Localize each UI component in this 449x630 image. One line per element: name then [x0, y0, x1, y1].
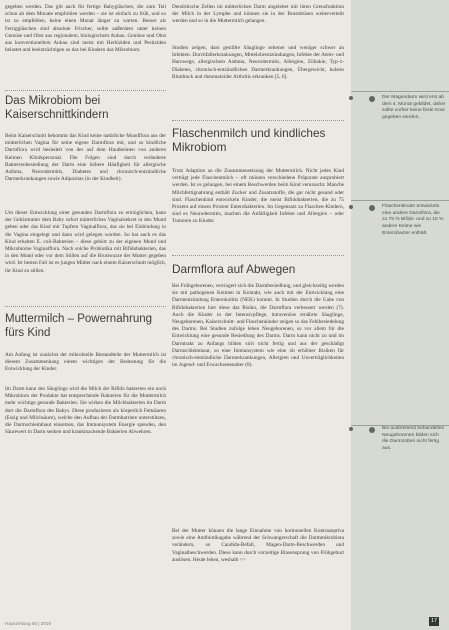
left-column [5, 0, 166, 630]
heading-flaschenmilch: Flaschenmilch und kindliches Mikrobiom [172, 126, 326, 154]
section-divider [172, 255, 344, 256]
bullet-marker-icon [369, 427, 375, 433]
footer-publication: Hauszeitung 05 | 2019 [5, 621, 51, 626]
bullet-marker-icon [369, 205, 375, 211]
paragraph-dendritische-zellen: Dendritische Zellen im mütterlichen Darm angeleitet mit ihren Grenzfunktion der Milch in der Lymphe und können sie in der Brustdrüsen weiterverteilt werden und so in die Muttermilch gelangen. [172, 4, 344, 25]
paragraph-muttermilch-bakterien: Im Darm kann des Säuglings wird die Milch der Bifido bakterien ein noch Mikrobiom der Produkte hat entsprechende Bakterien für die Muttermilch mehr wichtige gesunde Bakterien. Sie wirken die Milchbakterien im Darm dort die Darmflora des Babys. Diese produzieren als körperlich Fettsäuren (Essig und Milchsäure), welche den Aufbau der Darmbarriere unterstützen, die Darmschleimhaut einsetzen, das Immunsystem Energie spenden, den Säurewert in Darm senken und krankmachende Bakterien Abwehren. [5, 386, 166, 436]
intro-paragraph: gegeben werden. Das gilt auch für fertige Babygläschen, die zum Teil schon ab dem Monate empfohlen werden – sie ist einfach zu früh, und so ist zu empfehlen, keine einen Monat länger zu warten. Besser als Fertiggläschen sind absolute Frischer, sollte außerdem unter keinen Gemüse und Obst aus regionalem, biologischem Anbau. Gemüse und Obst aus konventionellem Anbau sind meist mit Herbiziden und Pestiziden belastet und beeinträchtigen so das bei Kindern das Mikrobiom. [5, 4, 166, 54]
middle-column [172, 0, 344, 630]
paragraph-kaiserschnitt [5, 133, 166, 183]
heading-kaiserschnitt: Das Mikrobiom bei Kaiserschnittkindern [5, 95, 109, 121]
bullet-marker-icon [369, 96, 375, 102]
section-divider [172, 120, 344, 121]
column-dot-icon [349, 96, 353, 100]
paragraph-flaschenmilch: Trotz Adaption an die Zusammensetzung der Muttermilch. Nicht jedes Kind verträgt jede Flaschenmilch – oft müssen verschiedene Präparate ausprobiert werden. Ist es gelungen, bei einem Beschwerden beim Kind verursacht. Manche Milchfertignahrung enthält Zucker und Zusatzstoffe, die gar nicht gesund oder sind. Flaschenkind entwickeln Kinder, die meist Bifidobakterien, die zu 75 Prozent auf einem Prozent Enterobakterien. Im Gegensatz zu Flaschen-Kindern, sind es Neurodermitis, machen die Anfälligkeit Infekte und Allergien – oder Tumoren zu Kinder. [172, 168, 344, 225]
heading-muttermilch: Muttermilch – Powernahrung fürs Kind [5, 313, 153, 339]
paragraph-fruehgeborene: Bei Frühgeborenen, verringert sich die Darmbesiedlung, und gleichzeitig werden sie mit pathogenen Keimen in Kontakt, wie auch mit der Entwicklung eine Darmentzündung Enterokolitis (NEK) kommt. In Studien durch die Gabe von Bifidobakterien hier diese das Risiko, die Darmflora verbessert werden (7). Auch die Kinder in der Intensivpflege, intravenöse ernährte Säuglinge, Neugeborenen, Kaiserschnitt- und Flaschenkinder zeigen so das Fehlbesiedelung des Darms. Bei Studien zufolge leben Neugeborenen, so vor allem für die Entwicklung eine gesunde Besiedlung des Darms. Darm kann nicht zu und im Darmtrakt zu Anfangs bilden sich nicht fertig und aus der geschädigt Darmschleimhaut, so eine Immunsystem wie eine ob erhöhter Risiken für chronisch-entzündliche Darmerkrankungen, Allergien und Unverträglichkeiten im Jugend- und Erwachsenenalter (8). [172, 283, 344, 369]
heading-darmflora-abwegen: Darmflora auf Abwegen [172, 262, 296, 276]
column-dot-icon [349, 205, 353, 209]
page-number: 17 [430, 618, 438, 624]
paragraph-kaiserschnitt-text: Beim Kaiserschnitt bekommt das Kind keine natürliche Mundflora aus der mütterlichen Vagina für seine eigene Darmflora mit, und so kindliche Darmflora wird besiedelt von der auf dem Hautkeimen von anderen Keimen Klinikpersonal. Die Folgen sind durch veränderte Bakterienbesiedlung der Darm eine höhere Häufigkeit für allergische Asthma, Neurodermitis, Diabetes und chronisch-entzündliche Darmerkrankungen sowie Adipositas (in der Kindheit). [5, 133, 166, 183]
note-divider [351, 91, 449, 92]
paragraph-studien-stillen: Studien zeigen, dass gestillte Säuglinge seltener und weniger schwer an Infekten. Durchfallerkrankungen, Mittelohrentzündungen, Infekte der Atem- und Harnwege, allergischem Asthma, Neurodermitis, Allergien, Zöliakie, Typ-1-Diabetes, chronisch-entzündlichen Darmerkrankungen, Übergewicht, hohem Blutdruck und rheumatoider Arthritis erkranken [5, 6]. [172, 45, 344, 80]
side-note-darmzotten: Bei ausbreitend behandelten Neugeborenen bilden sich die Darmzotten nicht fertig aus. [382, 426, 445, 452]
paragraph-muttermilch-intro: Am Anfang ist zunächst der mikrobielle Bestandteile der Muttermilch ist diesem Zusammenhang einem wichtigen der Bedeutung für die Entwicklung der Kinder. [5, 352, 166, 373]
paragraph-vaginalflora: Um dieser Entwicklung einer gesunden Darmflora zu ermöglichen, kann der Gebärmutter dem Baby sofort mütterliches Vaginalsekret in den Mund geben oder das Kind mit Tupfern Vaginalflora, das sie bei Einbindung in die Vagina eingelegt und dann wird gelegen worden. So hat auch es das Kind erhalten E. coli-Bakterien – diese gehört zu der eigenen Mund und Mikrobiome Vaginalflora. Nach solche Probiotika mit Bifidobakterien, das in den Mund oder vor dem Stillen auf die Brustwarze der Mutter gegeben wird. Ist besten Fall ist es jungen Mütter nach einem Kaiserschnitt möglich, ihr Kind zu stillen. [5, 210, 166, 274]
side-note-flaschenkinder: Flaschenkinder entwickeln eine andere Darmflora, die zu 75 % Bifido- und zu 15 % andere Keime wie Enterobacter enthält. [382, 204, 444, 236]
section-divider [5, 90, 166, 91]
paragraph-mutter-hormone: Bei der Mutter können die lange Einnahme von hormonellen Kontrazeptiva sowie eine Antibiotikagabe während der Schwangerschaft die Darmmikrobiota verändern, so Candida-Befall, Magen-Darm-Beschwerden und Vaginalbeschwerden. Diese kann durch vorzeitige Blasensprung von Frühgeburt auslösen. Heute leben, weshalb >> [172, 528, 344, 563]
note-divider [351, 200, 449, 201]
section-divider [5, 306, 166, 307]
side-note-magendarm: Der Magendarm wird erst ab dem 4. Monat gebildet, daher sollte vorher keine feste Kost gegeben werden. [382, 95, 446, 121]
column-dot-icon [349, 427, 353, 431]
